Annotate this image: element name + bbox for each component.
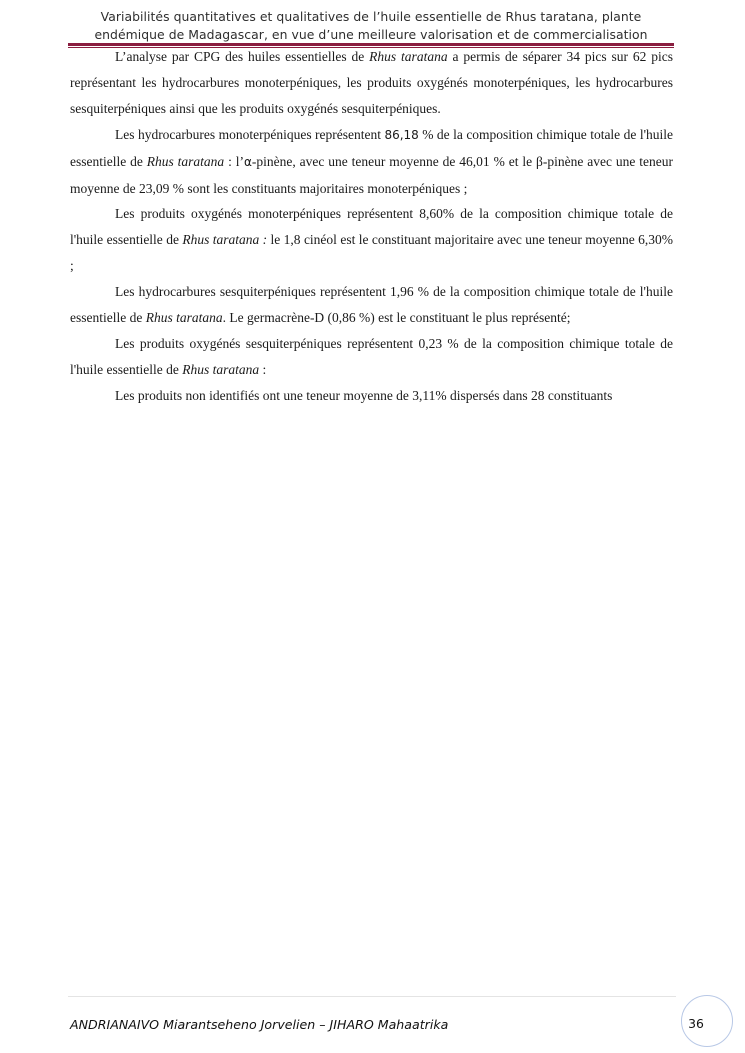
header-line-1: Variabilités quantitatives et qualitatives de l’huile essentielle de Rhus taratana, plante [100,9,642,24]
paragraph-oxygenated-monoterpenes: Les produits oxygénés monoterpéniques représentent 8,60% de la composition chimique totale de l'huile essentielle de Rhus taratana : le 1,8 cinéol est le constituant majoritaire avec une teneur moyenne 6,30% ; [70,206,673,274]
header-line-2: endémique de Madagascar, en vue d’une meilleure valorisation et de commercialisation [94,27,648,42]
body-text [70,44,673,409]
paragraph-monoterpene-hydrocarbons: Les hydrocarbures monoterpéniques représentent 86,18 % de la composition chimique totale de l'huile essentielle de Rhus taratana : l’α-pinène, avec une teneur moyenne de 46,01 % et le β-pinène avec une teneur moyenne de 23,09 % sont les constituants majoritaires monoterpéniques ; [70,126,673,196]
paragraph-unidentified-products: Les produits non identifiés ont une teneur moyenne de 3,11% dispersés dans 28 constituants [115,387,613,403]
footer-rule [68,996,676,997]
monoterpene-percentage: 86,18 [384,127,419,142]
paragraph-gc-analysis: L’analyse par CPG des huiles essentielles de Rhus taratana a permis de séparer 34 pics sur 62 pics représentant les hydrocarbures monoterpéniques, les produits oxygénés monoterpéniques, les hydrocarbures sesquiterpéniques ainsi que les produits oxygénés sesquiterpéniques. [70,49,673,116]
species-name: Rhus taratana [182,361,260,377]
page-number: 36 [688,1016,704,1031]
footer-authors: ANDRIANAIVO Miarantseheno Jorvelien – JIHARO Mahaatrika [70,1017,449,1032]
species-name: Rhus taratana [369,49,448,64]
species-name: Rhus taratana [145,310,223,326]
running-header [68,8,674,44]
paragraph-oxygenated-sesquiterpenes: Les produits oxygénés sesquiterpéniques représentent 0,23 % de la composition chimique totale de l'huile essentielle de Rhus taratana : [70,335,673,377]
species-name: Rhus taratana [146,153,225,169]
alpha-symbol: α [243,154,252,169]
paragraph-sesquiterpene-hydrocarbons: Les hydrocarbures sesquiterpéniques représentent 1,96 % de la composition chimique totale de l'huile essentielle de Rhus taratana. Le germacrène-D (0,86 %) est le constituant le plus représenté; [70,284,673,326]
species-name: Rhus taratana : [182,232,268,248]
